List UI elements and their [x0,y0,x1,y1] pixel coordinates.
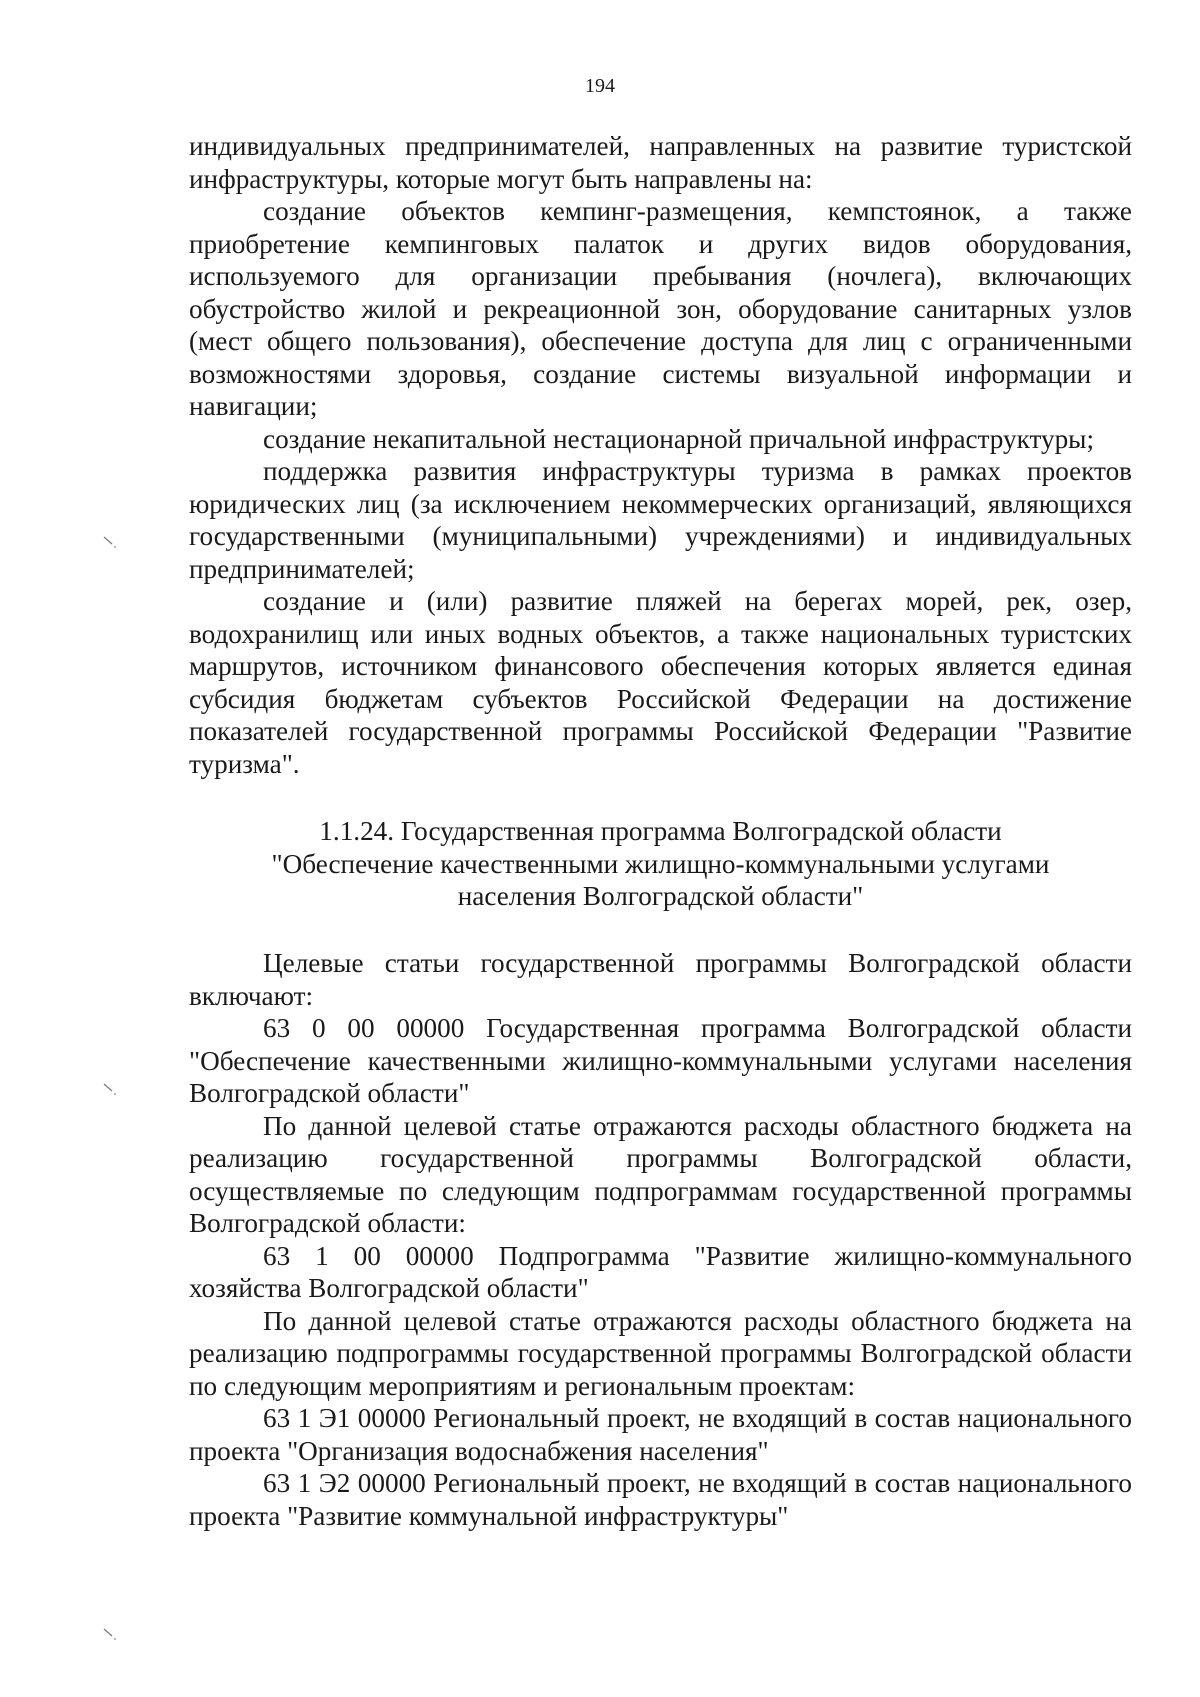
heading-line: населения Волгоградской области" [457,881,864,911]
paragraph: Целевые статьи государственной программы Волгоградской области включают: [189,948,1132,1011]
paragraph: По данной целевой статье отражаются расходы областного бюджета на реализацию подпрограммы государственной программы Волгоградской области по следующим мероприятиям и региональным проектам: [189,1305,1132,1401]
scan-mark-icon [103,1082,119,1096]
paragraph: 63 0 00 00000 Государственная программа Волгоградской области "Обеспечение качественными жилищно-коммунальными услугами населения Волгоградской области" [189,1013,1132,1108]
paragraph: поддержка развития инфраструктуры туризма в рамках проектов юридических лиц (за исключением некоммерческих организаций, являющихся государственными (муниципальными) учреждениями) и индивидуальных предпринимателей; [189,456,1132,584]
paragraph: создание некапитальной нестационарной причальной инфраструктуры; [263,423,1094,454]
paragraph: индивидуальных предпринимателей, направленных на развитие туристской инфраструктуры, которые могут быть направлены на: [189,131,1132,194]
paragraph: 63 1 Э1 00000 Региональный проект, не входящий в состав национального проекта "Организация водоснабжения населения" [189,1403,1132,1466]
heading-line: 1.1.24. Государственная программа Волгоградской области [319,816,1002,846]
page-number: 194 [585,75,615,97]
top-text-block [189,130,1132,780]
heading-line: "Обеспечение качественными жилищно-коммунальными услугами [271,848,1050,879]
bottom-text-block [189,947,1132,1532]
paragraph: создание объектов кемпинг-размещения, кемпстоянок, а также приобретение кемпинговых палаток и других видов оборудования, используемого для организации пребывания (ночлега), включающих обустройство жилой и рекреационной зон, оборудование санитарных узлов (мест общего пользования), обеспечение доступа для лиц с ограниченными возможностями здоровья, создание системы визуальной информации и навигации; [189,196,1132,421]
paragraph: создание и (или) развитие пляжей на берегах морей, рек, озер, водохранилищ или иных водных объектов, а также национальных туристских маршрутов, источником финансового обеспечения которых является единая субсидия бюджетам субъектов Российской Федерации на достижение показателей государственной программы Российской Федерации "Развитие туризма". [189,586,1132,779]
paragraph: 63 1 Э2 00000 Региональный проект, не входящий в состав национального проекта "Развитие коммунальной инфраструктуры" [189,1468,1132,1531]
paragraph: 63 1 00 00000 Подпрограмма "Развитие жилищно-коммунального хозяйства Волгоградской области" [189,1240,1132,1303]
paragraph: По данной целевой статье отражаются расходы областного бюджета на реализацию государственной программы Волгоградской области, осуществляемые по следующим подпрограммам государственной программы Волгоградской области: [189,1110,1132,1238]
scan-mark-icon [103,535,119,549]
section-heading [189,815,1132,913]
scan-mark-icon [103,1627,119,1641]
